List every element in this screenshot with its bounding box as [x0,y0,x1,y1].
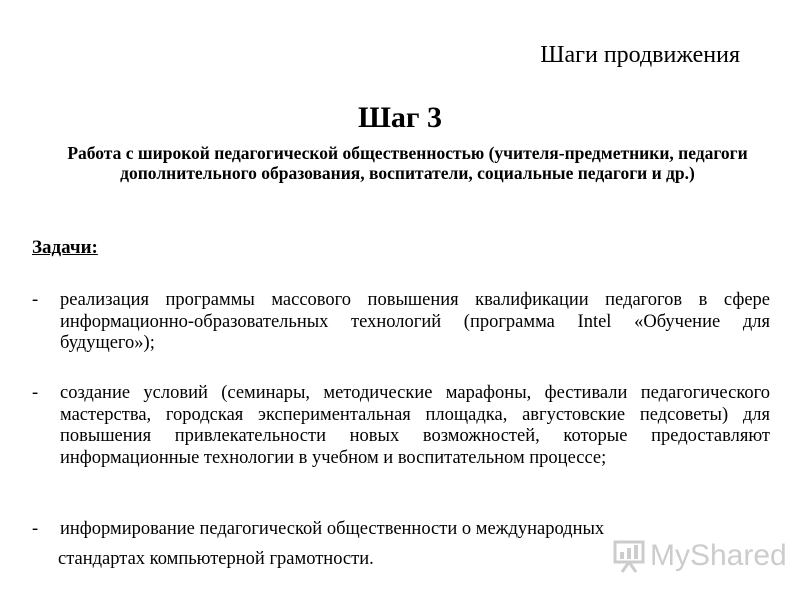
step-subtitle: Работа с широкой педагогической общественностью (учителя-предметники, педагоги дополнительного образования, воспитатели, социальные педагоги и др.) [67,143,748,183]
watermark-text: MyShared [650,539,787,572]
task-item [32,290,770,355]
header-title: Шаги продвижения [540,42,740,68]
task-text: реализация программы массового повышения квалификации педагогов в сфере информационно-образовательных технологий (программа Intel «Обучение для будущего»); [60,290,770,353]
step-title: Шаг 3 [357,101,443,134]
task-marker: - [32,519,39,539]
task-text: информирование педагогической общественности о международных [60,519,605,539]
watermark [612,538,787,574]
task-marker: - [32,383,39,403]
presentation-board-icon [612,538,646,574]
task-text-continuation: стандартах компьютерной грамотности. [58,549,374,569]
tasks-label: Задачи: [32,237,98,258]
task-marker: - [32,290,39,310]
task-item [32,383,770,469]
task-text: создание условий (семинары, методические марафоны, фестивали педагогического мастерства, городская экспериментальная площадка, августовские педсоветы) для повышения привлекательности новых возможностей, которые предоставляют информационные технологии в учебном и воспитательном процессе; [60,383,770,468]
